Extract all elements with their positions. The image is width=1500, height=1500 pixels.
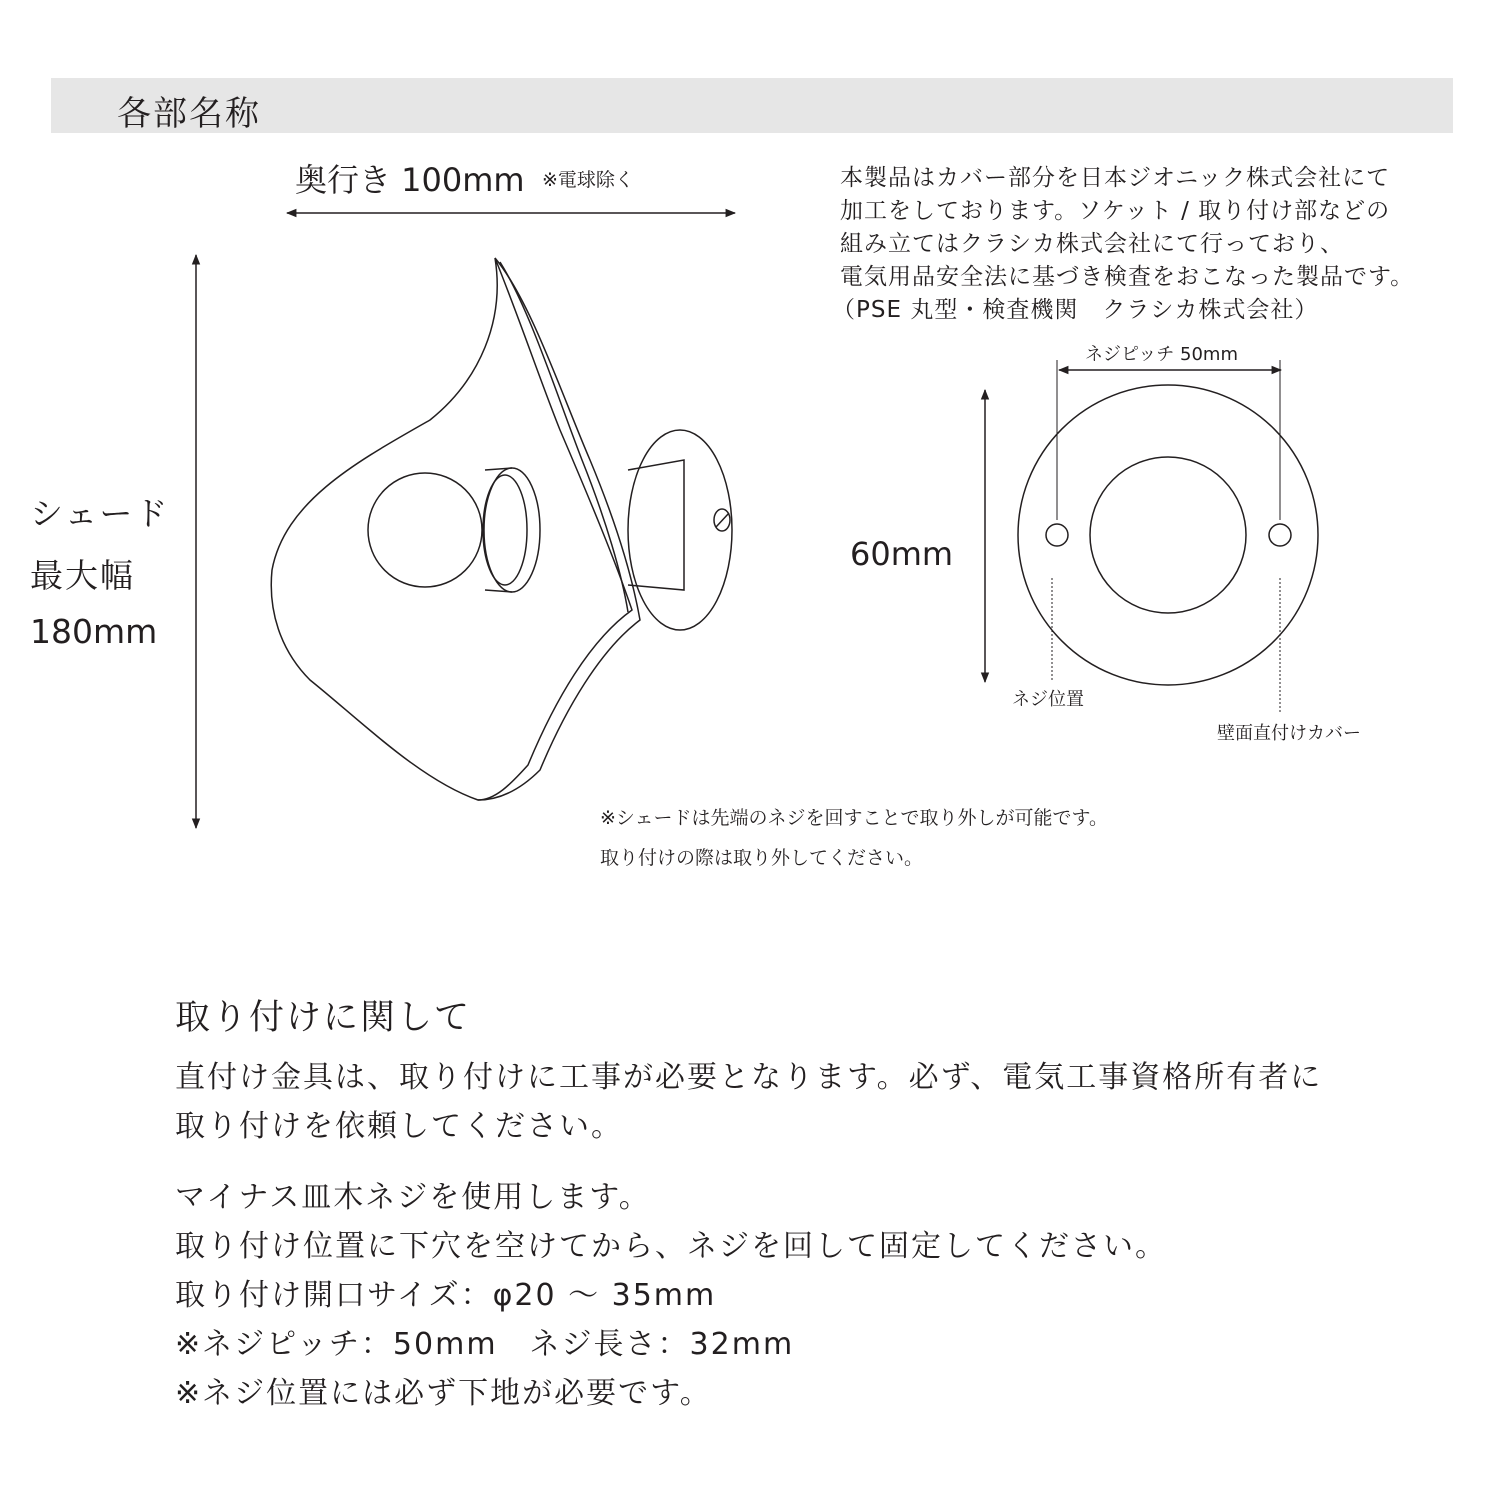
socket-ring [484,468,540,592]
plate-outer-circle [1018,385,1318,685]
installation-text-line: 直付け金具は、取り付けに工事が必要となります。必ず、電気工事資格所有者に [175,1060,1323,1095]
depth-note: ※電球除く [542,169,634,191]
screw-hole-left [1046,524,1068,546]
plate-front-view [1018,385,1318,685]
pitch-label: ネジピッチ 50mm [1085,344,1238,365]
manufacturer-note-line: （PSE 丸型・検査機関 クラシカ株式会社） [832,297,1319,323]
shade-edge [478,258,640,800]
installation-text-line: 取り付けを依頼してください。 [175,1109,623,1144]
wall-cover-label: 壁面直付けカバー [1217,723,1361,744]
installation-heading: 取り付けに関して [175,998,472,1038]
section-title: 各部名称 [117,94,261,134]
bulb [368,473,482,587]
installation-text-line: ※ネジピッチ：50mm ネジ長さ：32mm [175,1327,795,1362]
depth-label: 奥行き 100mm [295,161,525,199]
installation-text-line: ※ネジ位置には必ず下地が必要です。 [175,1376,712,1411]
removal-note-line: ※シェードは先端のネジを回すことで取り外しが可能です。 [600,807,1109,829]
shade-width-label-line: 180mm [30,612,158,651]
shade-width-label-line: シェード [30,494,170,533]
plate-height-label: 60mm [850,535,954,573]
plate-center-opening [1090,457,1246,613]
arm-cylinder [628,460,684,590]
installation-text-line: マイナス皿木ネジを使用します。 [175,1180,651,1215]
manufacturer-note-line: 加工をしております。ソケット / 取り付け部などの [840,198,1391,224]
manufacturer-note-line: 電気用品安全法に基づき検査をおこなった製品です。 [840,264,1415,290]
installation-text-line: 取り付け開口サイズ：φ20 ～ 35mm [175,1278,717,1313]
screw-hole-right [1269,524,1291,546]
shade-width-label-line: 最大幅 [30,556,135,595]
screw-position-label: ネジ位置 [1012,689,1084,710]
removal-note-line: 取り付けの際は取り外してください。 [600,847,924,869]
manufacturer-note-line: 組み立てはクラシカ株式会社にて行っており、 [840,231,1344,257]
installation-text-line: 取り付け位置に下穴を空けてから、ネジを回して固定してください。 [175,1229,1167,1264]
manufacturer-note-line: 本製品はカバー部分を日本ジオニック株式会社にて [840,165,1391,191]
lamp-side-view [271,258,732,800]
